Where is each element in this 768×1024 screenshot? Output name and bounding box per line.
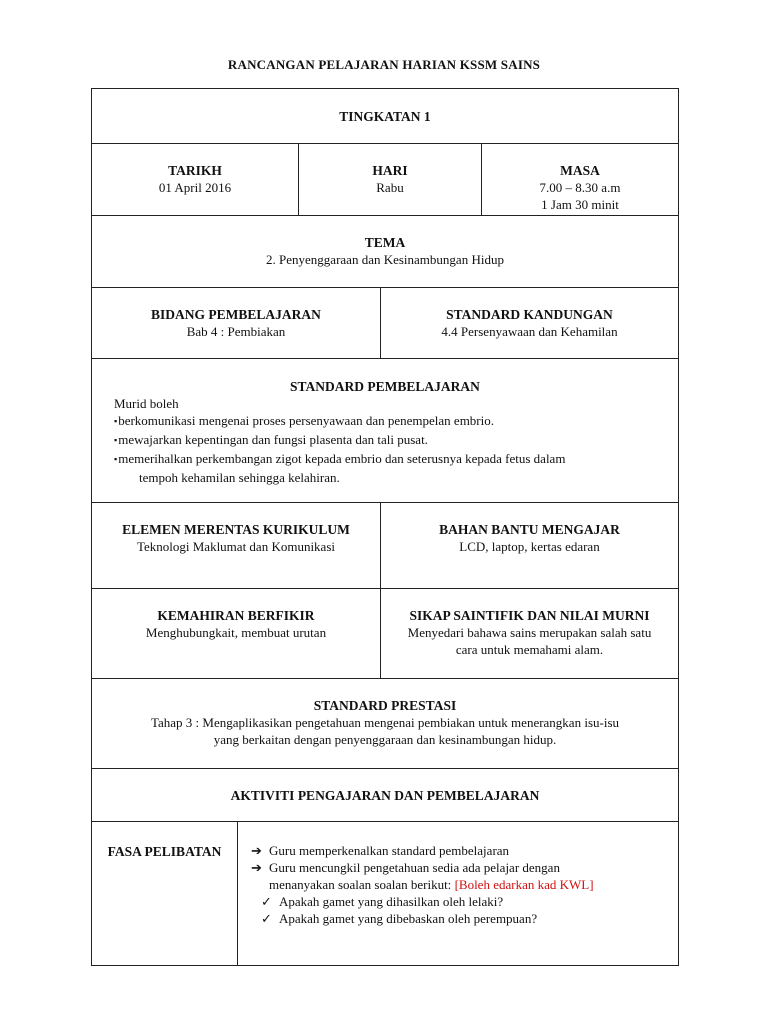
sikap-cell [381, 589, 678, 678]
activity-step-continuation [251, 876, 678, 893]
standard-prestasi-row [92, 679, 678, 769]
question-text: Apakah gamet yang dibebaskan oleh perempuan? [279, 911, 538, 926]
standard-pembelajaran-intro: Murid boleh [114, 396, 179, 411]
date-time-row [92, 144, 678, 216]
bullet-icon: ▪ [114, 454, 118, 464]
arrow-right-icon: ➔ [251, 843, 262, 858]
tema-label: TEMA [364, 235, 406, 250]
kemahiran-value: Menghubungkait, membuat urutan [145, 625, 327, 640]
aktiviti-heading: AKTIVITI PENGAJARAN DAN PEMBELAJARAN [230, 788, 540, 803]
elemen-label: ELEMEN MERENTAS KURIKULUM [122, 522, 350, 537]
list-item: ▪berkomunikasi mengenai proses persenyawaan dan penempelan embrio. [114, 413, 494, 428]
standard-prestasi-label: STANDARD PRESTASI [313, 698, 457, 713]
bahan-cell [381, 503, 678, 588]
activity-step-text: Guru memperkenalkan standard pembelajaran [269, 843, 510, 858]
tarikh-value: 01 April 2016 [158, 180, 232, 195]
sikap-label: SIKAP SAINTIFIK DAN NILAI MURNI [409, 608, 650, 623]
bullet-icon: ▪ [114, 416, 118, 426]
standard-kandungan-label: STANDARD KANDUNGAN [446, 307, 613, 322]
bullet-icon: ▪ [114, 435, 118, 445]
masa-duration: 1 Jam 30 minit [541, 197, 619, 212]
document-title: RANCANGAN PELAJARAN HARIAN KSSM SAINS [227, 57, 541, 72]
bidang-label: BIDANG PEMBELAJARAN [151, 307, 321, 322]
bahan-label: BAHAN BANTU MENGAJAR [439, 522, 620, 537]
arrow-right-icon: ➔ [251, 860, 262, 875]
tingkatan-row [92, 89, 678, 144]
elemen-cell [92, 503, 381, 588]
kemahiran-label: KEMAHIRAN BERFIKIR [157, 608, 315, 623]
fasa-pelibatan-label: FASA PELIBATAN [92, 822, 238, 966]
bidang-cell [92, 288, 381, 358]
elemen-bahan-row [92, 503, 678, 589]
bidang-row [92, 288, 678, 359]
standard-pembelajaran-label: STANDARD PEMBELAJARAN [290, 379, 480, 394]
standard-kandungan-cell [381, 288, 678, 358]
checkmark-icon: ✓ [261, 911, 272, 926]
sikap-value-line2: cara untuk memahami alam. [455, 642, 604, 657]
list-item: ▪mewajarkan kepentingan dan fungsi plasenta dan tali pusat. [114, 432, 428, 447]
tarikh-cell [92, 144, 299, 215]
tema-row [92, 216, 678, 288]
list-item: ▪memerihalkan perkembangan zigot kepada embrio dan seterusnya kepada fetus dalam [114, 451, 566, 466]
standard-pembelajaran-list [92, 395, 678, 486]
question-text: Apakah gamet yang dihasilkan oleh lelaki? [279, 894, 504, 909]
aktiviti-row [92, 769, 678, 822]
fasa-pelibatan-activities [238, 822, 678, 966]
masa-label: MASA [560, 163, 600, 178]
kwl-note: [Boleh edarkan kad KWL] [454, 877, 594, 892]
question-item [251, 910, 678, 927]
kemahiran-sikap-row [92, 589, 678, 679]
lesson-plan-table [91, 88, 679, 966]
bahan-value: LCD, laptop, kertas edaran [459, 539, 600, 554]
question-item [251, 893, 678, 910]
kemahiran-cell [92, 589, 381, 678]
activity-step [251, 842, 678, 859]
hari-label: HARI [372, 163, 408, 178]
activity-step-text: menanyakan soalan soalan berikut: [269, 877, 452, 892]
hari-cell [299, 144, 482, 215]
standard-kandungan-value: 4.4 Persenyawaan dan Kehamilan [441, 324, 618, 339]
bidang-value: Bab 4 : Pembiakan [186, 324, 286, 339]
standard-prestasi-cell [92, 679, 678, 768]
hari-value: Rabu [376, 180, 404, 195]
standard-pembelajaran-row [92, 359, 678, 503]
tema-value: 2. Penyenggaraan dan Kesinambungan Hidup [266, 252, 504, 267]
activity-step-text: Guru mencungkil pengetahuan sedia ada pelajar dengan [269, 860, 560, 875]
tema-cell [92, 216, 678, 287]
checkmark-icon: ✓ [261, 894, 272, 909]
tarikh-label: TARIKH [168, 163, 222, 178]
standard-pembelajaran-cell [92, 359, 678, 502]
fasa-pelibatan-row [92, 822, 678, 966]
standard-prestasi-line2: yang berkaitan dengan penyenggaraan dan kesinambungan hidup. [213, 732, 557, 747]
elemen-value: Teknologi Maklumat dan Komunikasi [136, 539, 336, 554]
standard-prestasi-line1: Tahap 3 : Mengaplikasikan pengetahuan mengenai pembiakan untuk menerangkan isu-isu [150, 715, 620, 730]
activity-step [251, 859, 678, 876]
tingkatan-heading: TINGKATAN 1 [339, 109, 431, 124]
masa-cell [482, 144, 678, 215]
masa-time: 7.00 – 8.30 a.m [539, 180, 621, 195]
sikap-value-line1: Menyedari bahawa sains merupakan salah satu [407, 625, 652, 640]
list-item-continuation: tempoh kehamilan sehingga kelahiran. [139, 470, 340, 485]
